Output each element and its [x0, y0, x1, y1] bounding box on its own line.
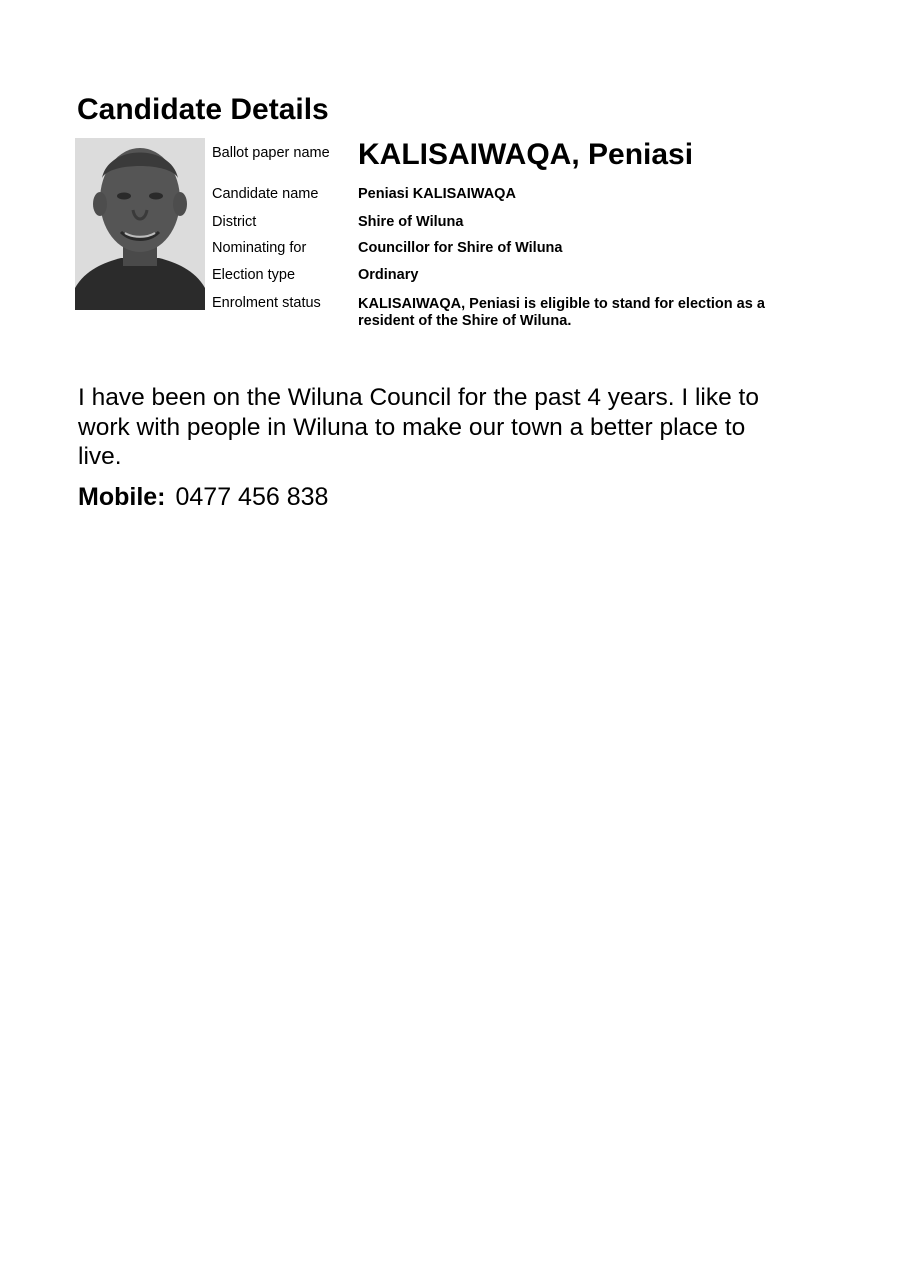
election-type-value: Ordinary [358, 267, 419, 283]
page-title: Candidate Details [77, 93, 329, 126]
candidate-statement: I have been on the Wiluna Council for the past 4 years. I like to work with people in Wiluna to make our town a better place to live. [78, 384, 759, 470]
ballot-paper-name-value: KALISAIWAQA, Peniasi [358, 138, 694, 171]
ballot-paper-name-label: Ballot paper name [212, 145, 330, 161]
election-type-label: Election type [212, 267, 296, 283]
candidate-name-label: Candidate name [212, 186, 319, 202]
mobile-label: Mobile: [78, 483, 166, 511]
candidate-name-value: Peniasi KALISAIWAQA [358, 186, 516, 202]
mobile-contact [78, 482, 328, 512]
district-value: Shire of Wiluna [358, 214, 464, 230]
nominating-for-label: Nominating for [212, 240, 307, 256]
district-label: District [212, 214, 257, 230]
candidate-photo [75, 138, 205, 310]
enrolment-status-value: KALISAIWAQA, Peniasi is eligible to stand for election as a resident of the Shire of Wiluna. [358, 296, 765, 329]
enrolment-status-label: Enrolment status [212, 295, 321, 311]
candidate-portrait-image [75, 138, 205, 310]
nominating-for-value: Councillor for Shire of Wiluna [358, 240, 563, 256]
mobile-number: 0477 456 838 [175, 483, 329, 511]
